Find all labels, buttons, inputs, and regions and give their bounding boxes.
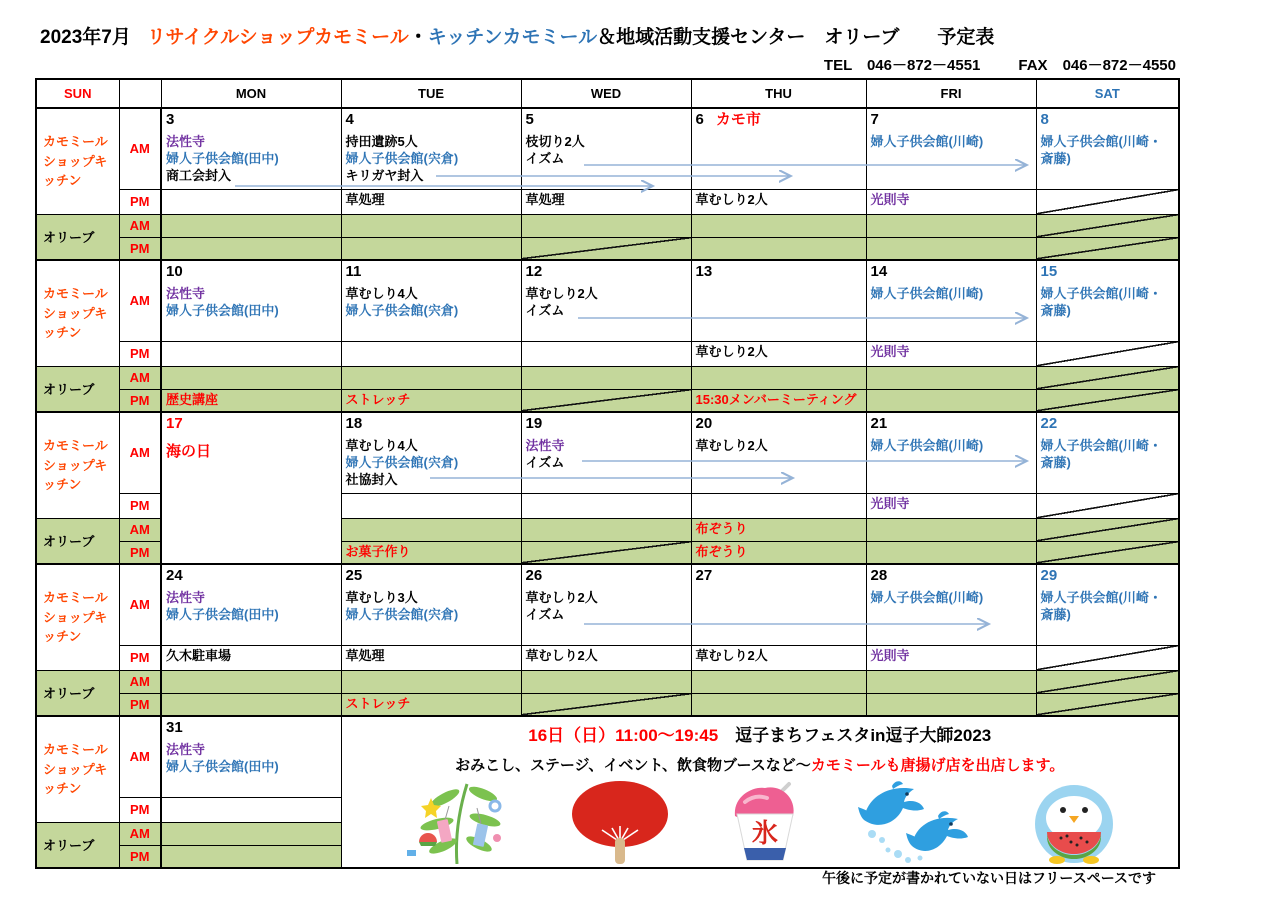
group-label-olive: オリーブ [36, 518, 119, 564]
olive-am-row-label: AM [119, 518, 161, 541]
day-3-am-cell [161, 108, 341, 189]
date-note: カモ市 [715, 111, 761, 128]
schedule-entry: 婦人子供会館(田中) [166, 302, 279, 318]
schedule-entry: 婦人子供会館(宍倉) [345, 302, 459, 318]
day-14-olive-am-cell [866, 366, 1036, 389]
day-25-olive-am-cell [341, 670, 521, 693]
pm-row-label: PM [119, 189, 161, 214]
date-number: 20 [695, 415, 713, 432]
day-28-olive-pm-cell [866, 693, 1036, 716]
fax-number: FAX 046－872－4550 [1018, 57, 1176, 74]
date-line [346, 262, 517, 282]
group-label-kamomile [36, 260, 119, 366]
olive-pm-row-label: PM [119, 845, 161, 868]
schedule-entry: 草処理 [345, 647, 385, 663]
week-3-kamomile-am-row [36, 412, 1179, 493]
schedule-entry: 婦人子供会館(川崎・斎藤) [1040, 437, 1162, 470]
day-6-pm-cell [691, 189, 866, 214]
date-number: 31 [166, 719, 183, 736]
day-7-olive-pm-cell [866, 237, 1036, 260]
day-12-am-cell [521, 260, 691, 341]
schedule-entry: 草むしり2人 [525, 285, 598, 301]
date-number: 11 [345, 263, 362, 280]
day-4-olive-pm-cell [341, 237, 521, 260]
schedule-entry: 婦人子供会館(川崎) [870, 133, 984, 149]
schedule-entry: 婦人子供会館(宍倉) [345, 150, 459, 166]
pm-row-label: PM [119, 797, 161, 822]
date-line [166, 262, 337, 282]
week-2-kamomile-am-row [36, 260, 1179, 341]
day-20-pm-cell [691, 493, 866, 518]
day-11-am-cell [341, 260, 521, 341]
day-4-am-cell [341, 108, 521, 189]
date-number: 10 [166, 263, 183, 280]
date-line [346, 414, 517, 434]
pm-row-label: PM [119, 493, 161, 518]
schedule-entry: 草むしり4人 [345, 437, 418, 453]
date-number: 25 [345, 567, 363, 584]
tanabata-icon [399, 780, 517, 864]
festival-description: おみこし、ステージ、イベント、飲食物ブースなど～ [455, 757, 811, 774]
date-number: 21 [870, 415, 888, 432]
day-26-olive-pm-cell [521, 693, 691, 716]
day-27-olive-am-cell [691, 670, 866, 693]
group-label-line: ショップ [43, 609, 95, 625]
day-25-olive-pm-cell [341, 693, 521, 716]
title-shop-name: リサイクルショップカモミール [146, 27, 409, 48]
day-5-olive-am-cell [521, 214, 691, 237]
week-1-olive-pm-row [36, 237, 1179, 260]
dolphins-icon [858, 780, 976, 864]
day-21-olive-pm-cell [866, 541, 1036, 564]
date-line [1041, 414, 1175, 434]
date-number: 28 [870, 567, 888, 584]
day-15-pm-cell [1036, 341, 1179, 366]
day-11-olive-am-cell [341, 366, 521, 389]
day-31-am-cell [161, 716, 341, 797]
day-13-olive-am-cell [691, 366, 866, 389]
date-number: 22 [1040, 415, 1058, 432]
schedule-entry: 法性寺 [166, 741, 206, 757]
shaved-ice-icon [723, 780, 807, 864]
schedule-entry: 社協封入 [345, 472, 398, 488]
schedule-entry: 草むしり2人 [525, 589, 598, 605]
header-blank [119, 79, 161, 108]
day-29-olive-am-cell [1036, 670, 1179, 693]
schedule-entry: イズム [525, 150, 565, 166]
date-line [696, 110, 862, 130]
svg-text:氷: 氷 [751, 818, 778, 848]
day-28-pm-cell [866, 645, 1036, 670]
date-line [346, 566, 517, 586]
olive-pm-row-label: PM [119, 237, 161, 260]
week-2-olive-am-row [36, 366, 1179, 389]
week-2-olive-pm-row [36, 389, 1179, 412]
day-29-am-cell [1036, 564, 1179, 645]
schedule-entry: 草処理 [345, 191, 385, 207]
schedule-entry: 海の日 [166, 442, 212, 460]
date-line [871, 414, 1032, 434]
schedule-entry: 光則寺 [870, 191, 910, 207]
date-line [166, 110, 337, 130]
schedule-entry: 法性寺 [525, 437, 565, 453]
date-line [346, 110, 517, 130]
schedule-entry: イズム [525, 302, 565, 318]
festival-icons-row [348, 780, 1173, 864]
date-line [526, 414, 687, 434]
day-15-am-cell [1036, 260, 1179, 341]
schedule-entry: 婦人子供会館(川崎・斎藤) [1040, 133, 1162, 166]
schedule-entry: 婦人子供会館(川崎・斎藤) [1040, 589, 1162, 622]
day-29-pm-cell [1036, 645, 1179, 670]
date-line [526, 110, 687, 130]
day-25-pm-cell [341, 645, 521, 670]
schedule-entry: 久木駐車場 [166, 647, 232, 663]
date-number: 29 [1040, 567, 1058, 584]
day-22-olive-pm-cell [1036, 541, 1179, 564]
header-THU: THU [691, 79, 866, 108]
week-4-olive-pm-row [36, 693, 1179, 716]
day-21-am-cell [866, 412, 1036, 493]
schedule-entry: 光則寺 [870, 647, 910, 663]
day-18-olive-pm-cell [341, 541, 521, 564]
day-21-olive-am-cell [866, 518, 1036, 541]
day-3-pm-cell [161, 189, 341, 214]
day-5-olive-pm-cell [521, 237, 691, 260]
day-10-olive-pm-cell [161, 389, 341, 412]
schedule-entry: 婦人子供会館(川崎・斎藤) [1040, 285, 1162, 318]
day-20-olive-am-cell [691, 518, 866, 541]
header-FRI: FRI [866, 79, 1036, 108]
group-label-line: キッチン [43, 761, 108, 796]
day-19-pm-cell [521, 493, 691, 518]
olive-am-row-label: AM [119, 214, 161, 237]
day-8-am-cell [1036, 108, 1179, 189]
day-6-am-cell [691, 108, 866, 189]
schedule-table [35, 78, 1180, 869]
schedule-entry: 光則寺 [870, 343, 910, 359]
group-label-line: ショップ [43, 457, 95, 473]
day-20-am-cell [691, 412, 866, 493]
header-SUN: SUN [36, 79, 119, 108]
group-label-line: ショップ [43, 153, 95, 169]
day-13-olive-pm-cell [691, 389, 866, 412]
day-6-olive-pm-cell [691, 237, 866, 260]
day-24-am-cell [161, 564, 341, 645]
festival-date-time: 16日（日）11:00～19:45 [528, 726, 719, 745]
header-MON: MON [161, 79, 341, 108]
day-12-pm-cell [521, 341, 691, 366]
day-24-olive-am-cell [161, 670, 341, 693]
date-line [871, 262, 1032, 282]
day-21-pm-cell [866, 493, 1036, 518]
group-label-line: カモミール [43, 134, 108, 149]
pm-row-label: PM [119, 645, 161, 670]
schedule-entry: 草むしり3人 [345, 589, 418, 605]
day-24-olive-pm-cell [161, 693, 341, 716]
date-line [696, 262, 862, 282]
group-label-line: カモミール [43, 590, 108, 605]
group-label-kamomile [36, 412, 119, 518]
day-19-olive-am-cell [521, 518, 691, 541]
schedule-entry: 法性寺 [166, 133, 206, 149]
day-18-olive-am-cell [341, 518, 521, 541]
schedule-entry: 婦人子供会館(宍倉) [345, 454, 459, 470]
date-number: 4 [345, 111, 354, 128]
day-31-pm-cell [161, 797, 341, 822]
group-label-line: ショップ [43, 761, 95, 777]
schedule-entry: 草むしり2人 [695, 343, 768, 359]
day-4-pm-cell [341, 189, 521, 214]
day-13-pm-cell [691, 341, 866, 366]
date-number: 19 [525, 415, 543, 432]
header-SAT: SAT [1036, 79, 1179, 108]
date-line [871, 110, 1032, 130]
date-line [166, 718, 337, 738]
date-number: 27 [695, 567, 713, 584]
schedule-entry: 草むしり4人 [345, 285, 418, 301]
date-number: 18 [345, 415, 363, 432]
day-26-pm-cell [521, 645, 691, 670]
week-4-kamomile-pm-row [36, 645, 1179, 670]
day-8-olive-am-cell [1036, 214, 1179, 237]
schedule-entry: 草処理 [525, 191, 565, 207]
date-line [1041, 110, 1175, 130]
day-27-am-cell [691, 564, 866, 645]
day-26-am-cell [521, 564, 691, 645]
week-4-kamomile-am-row [36, 564, 1179, 645]
schedule-entry: 枝切り2人 [525, 133, 585, 149]
am-row-label: AM [119, 564, 161, 645]
date-number: 17 [166, 415, 183, 432]
date-number: 15 [1040, 263, 1058, 280]
schedule-entry: 草むしり2人 [695, 437, 768, 453]
day-27-pm-cell [691, 645, 866, 670]
week-1-kamomile-am-row [36, 108, 1179, 189]
group-label-line: カモミール [43, 438, 108, 453]
festival-shop-note: カモミールも唐揚げ店を出店します。 [810, 757, 1065, 774]
schedule-entry: 婦人子供会館(川崎) [870, 437, 984, 453]
day-7-pm-cell [866, 189, 1036, 214]
olive-am-row-label: AM [119, 822, 161, 845]
day-29-olive-pm-cell [1036, 693, 1179, 716]
group-label-olive: オリーブ [36, 822, 119, 868]
schedule-entry: 草むしり2人 [695, 191, 768, 207]
header-WED: WED [521, 79, 691, 108]
title-kitchen-name: キッチンカモミール [427, 27, 598, 48]
day-22-olive-am-cell [1036, 518, 1179, 541]
contact-line [824, 54, 1176, 75]
schedule-entry: 法性寺 [166, 589, 206, 605]
am-row-label: AM [119, 716, 161, 797]
date-line [696, 414, 862, 434]
schedule-entry: 光則寺 [870, 495, 910, 511]
day-15-olive-am-cell [1036, 366, 1179, 389]
day-10-am-cell [161, 260, 341, 341]
date-line [166, 414, 337, 434]
group-label-olive: オリーブ [36, 670, 119, 716]
day-8-olive-pm-cell [1036, 237, 1179, 260]
group-label-line: キッチン [43, 457, 108, 492]
schedule-entry: 婦人子供会館(田中) [166, 606, 279, 622]
page-title [40, 22, 994, 49]
date-number: 5 [525, 111, 534, 128]
schedule-entry: 持田遺跡5人 [345, 133, 418, 149]
week-1-kamomile-pm-row [36, 189, 1179, 214]
day-6-olive-am-cell [691, 214, 866, 237]
date-number: 8 [1040, 111, 1049, 128]
date-number: 13 [695, 263, 713, 280]
schedule-entry: 布ぞうり [695, 543, 748, 559]
date-number: 6 [695, 111, 704, 128]
schedule-entry: 布ぞうり [695, 520, 748, 536]
pm-row-label: PM [119, 341, 161, 366]
day-24-pm-cell [161, 645, 341, 670]
day-22-pm-cell [1036, 493, 1179, 518]
group-label-line: カモミール [43, 286, 108, 301]
day-19-olive-pm-cell [521, 541, 691, 564]
day-7-olive-am-cell [866, 214, 1036, 237]
date-line [871, 566, 1032, 586]
day-14-olive-pm-cell [866, 389, 1036, 412]
week-5-kamomile-am-row [36, 716, 1179, 797]
title-rest: ＆地域活動支援センター オリーブ 予定表 [597, 27, 995, 48]
day-12-olive-pm-cell [521, 389, 691, 412]
day-18-pm-cell [341, 493, 521, 518]
olive-pm-row-label: PM [119, 541, 161, 564]
group-label-line: キッチン [43, 153, 108, 188]
group-label-line: キッチン [43, 609, 108, 644]
day-31-olive-pm-cell [161, 845, 341, 868]
day-5-pm-cell [521, 189, 691, 214]
date-line [1041, 262, 1175, 282]
day-12-olive-am-cell [521, 366, 691, 389]
group-label-kamomile [36, 564, 119, 670]
group-label-olive: オリーブ [36, 214, 119, 260]
day-5-am-cell [521, 108, 691, 189]
day-11-pm-cell [341, 341, 521, 366]
day-18-am-cell [341, 412, 521, 493]
olive-am-row-label: AM [119, 366, 161, 389]
date-line [1041, 566, 1175, 586]
footnote: 午後に予定が書かれていない日はフリースペースです [821, 870, 1156, 886]
title-separator: ・ [408, 27, 428, 48]
announcement-cell [341, 716, 1179, 868]
day-28-am-cell [866, 564, 1036, 645]
date-line [526, 262, 687, 282]
day-20-olive-pm-cell [691, 541, 866, 564]
am-row-label: AM [119, 260, 161, 341]
day-31-olive-am-cell [161, 822, 341, 845]
schedule-entry: ストレッチ [345, 391, 411, 407]
schedule-entry: 草むしり2人 [525, 647, 598, 663]
uchiwa-fan-icon [568, 780, 672, 864]
group-label-olive: オリーブ [36, 366, 119, 412]
schedule-entry: イズム [525, 454, 565, 470]
date-number: 24 [166, 567, 183, 584]
day-8-pm-cell [1036, 189, 1179, 214]
day-17-am-cell [161, 412, 341, 564]
festival-announcement-line2 [342, 754, 1179, 775]
schedule-entry: 婦人子供会館(川崎) [870, 285, 984, 301]
week-2-kamomile-pm-row [36, 341, 1179, 366]
day-14-pm-cell [866, 341, 1036, 366]
date-line [166, 566, 337, 586]
day-4-olive-am-cell [341, 214, 521, 237]
date-number: 26 [525, 567, 543, 584]
day-27-olive-pm-cell [691, 693, 866, 716]
am-row-label: AM [119, 412, 161, 493]
olive-pm-row-label: PM [119, 389, 161, 412]
day-3-olive-pm-cell [161, 237, 341, 260]
date-line [696, 566, 862, 586]
day-3-olive-am-cell [161, 214, 341, 237]
schedule-entry: 15:30メンバーミーティング [695, 391, 857, 407]
date-number: 7 [870, 111, 879, 128]
day-7-am-cell [866, 108, 1036, 189]
schedule-entry: 婦人子供会館(宍倉) [345, 606, 459, 622]
penguin-watermelon-icon [1027, 780, 1121, 864]
festival-announcement-line1 [342, 721, 1179, 746]
day-13-am-cell [691, 260, 866, 341]
group-label-line: カモミール [43, 742, 108, 757]
day-28-olive-am-cell [866, 670, 1036, 693]
schedule-entry: 商工会封入 [166, 168, 232, 184]
date-number: 3 [166, 111, 175, 128]
schedule-entry: イズム [525, 606, 565, 622]
schedule-entry: 婦人子供会館(田中) [166, 758, 279, 774]
schedule-entry: 法性寺 [166, 285, 206, 301]
day-22-am-cell [1036, 412, 1179, 493]
group-label-kamomile [36, 108, 119, 214]
schedule-entry: 草むしり2人 [695, 647, 768, 663]
day-10-olive-am-cell [161, 366, 341, 389]
festival-name: 逗子まちフェスタin逗子大師2023 [718, 726, 992, 745]
header-TUE: TUE [341, 79, 521, 108]
schedule-entry: 婦人子供会館(川崎) [870, 589, 984, 605]
day-15-olive-pm-cell [1036, 389, 1179, 412]
date-line [526, 566, 687, 586]
schedule-entry: キリガヤ封入 [345, 168, 424, 184]
group-label-kamomile [36, 716, 119, 822]
group-label-line: キッチン [43, 305, 108, 340]
schedule-entry: ストレッチ [345, 695, 411, 711]
schedule-entry: 婦人子供会館(田中) [166, 150, 279, 166]
olive-am-row-label: AM [119, 670, 161, 693]
day-19-am-cell [521, 412, 691, 493]
am-row-label: AM [119, 108, 161, 189]
tel-number: TEL 046－872－4551 [823, 57, 981, 74]
day-10-pm-cell [161, 341, 341, 366]
day-25-am-cell [341, 564, 521, 645]
schedule-entry: 歴史講座 [166, 391, 219, 407]
title-month: 2023年7月 [40, 27, 131, 48]
week-1-olive-am-row [36, 214, 1179, 237]
group-label-line: ショップ [43, 305, 95, 321]
date-number: 12 [525, 263, 543, 280]
day-11-olive-pm-cell [341, 389, 521, 412]
day-26-olive-am-cell [521, 670, 691, 693]
schedule-entry: お菓子作り [345, 543, 411, 559]
olive-pm-row-label: PM [119, 693, 161, 716]
day-14-am-cell [866, 260, 1036, 341]
week-4-olive-am-row [36, 670, 1179, 693]
date-number: 14 [870, 263, 888, 280]
header-row [36, 79, 1179, 108]
